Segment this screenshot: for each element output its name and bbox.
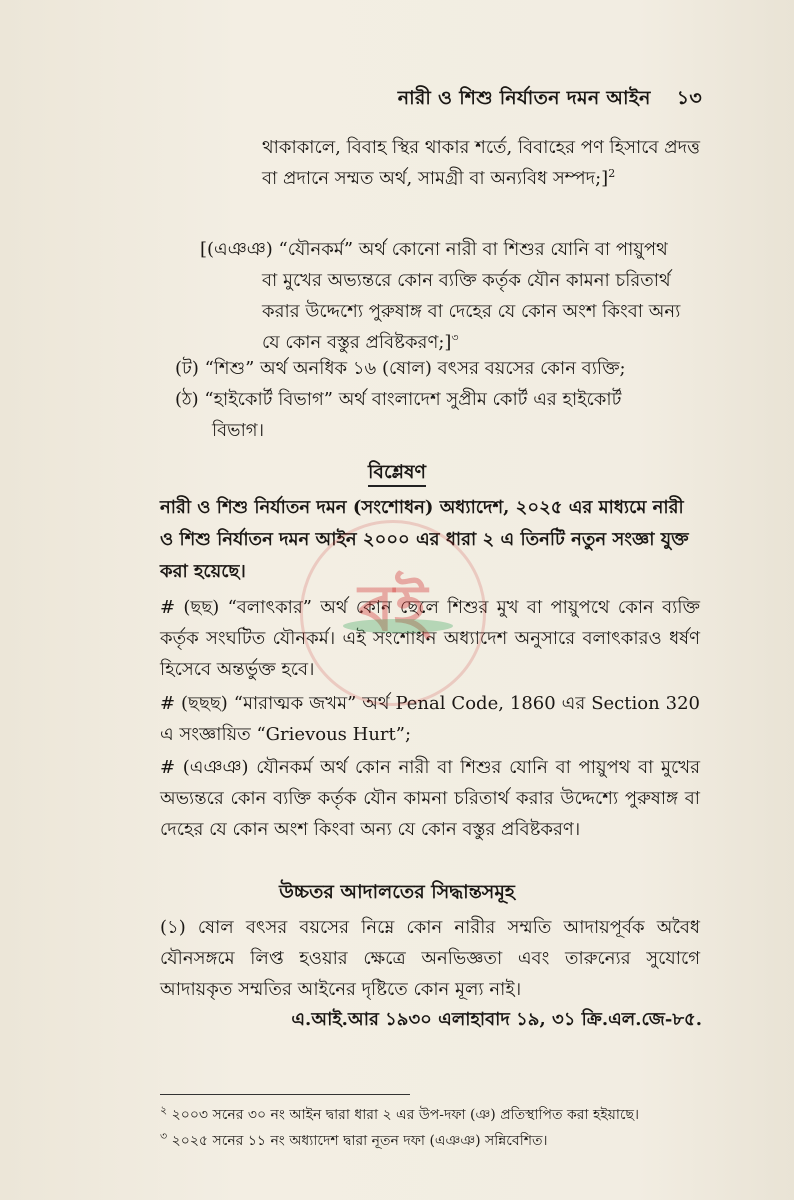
definition-head: (ঠ) “হাইকোর্ট বিভাগ” অর্থ বাংলাদেশ সুপ্রীম কোর্ট এর হাইকোর্ট <box>175 389 622 410</box>
footnote-text: ২০২৫ সনের ১১ নং অধ্যাদেশ দ্বারা নূতন দফা (এঞঞ) সন্নিবেশিত। <box>171 1133 548 1149</box>
decision-item: (১) ষোল বৎসর বয়সের নিম্নে কোন নারীর সম্মতি আদায়পূর্বক অবৈধ যৌনসঙ্গমে লিপ্ত হওয়ার ক্ষেত্রে অনভিজ্ঞতা এবং তারুন্যের সুযোগে আদায়কৃত সম্মতির আইনের দৃষ্টিতে কোন মূল্য নাই। <box>160 917 700 1000</box>
analysis-heading <box>0 458 794 490</box>
header-title: নারী ও শিশু নির্যাতন দমন আইন <box>397 87 651 109</box>
analysis-paragraph-rape: # (ছছ) “বলাৎকার” অর্থ কোন ছেলে শিশুর মুখ বা পায়ুপথে কোন ব্যক্তি কর্তৃক সংঘটিত যৌনকর্ম। এই সংশোধন অধ্যাদেশ অনুসারে বলাৎকারও ধর্ষণ হিসেবে অন্তর্ভুক্ত হবে। <box>160 597 700 680</box>
footnote-text: ২০০৩ সনের ৩০ নং আইন দ্বারা ধারা ২ এর উপ-দফা (ঞ) প্রতিস্থাপিত করা হইয়াছে। <box>171 1107 640 1123</box>
definition-body: বা মুখের অভ্যন্তরে কোন ব্যক্তি কর্তৃক যৌন কামনা চরিতার্থ করার উদ্দেশ্যে পুরুষাঙ্গ বা দেহের যে কোন অংশ কিংবা অন্য যে কোন বস্তুর প্রবিষ্টকরণ;] <box>262 270 681 353</box>
definition-continuation <box>262 132 702 194</box>
footnote-ref: ৩ <box>451 331 459 344</box>
running-header <box>398 84 702 116</box>
footnotes <box>160 1102 720 1154</box>
analysis-intro: নারী ও শিশু নির্যাতন দমন (সংশোধন) অধ্যাদেশ, ২০২৫ এর মাধ্যমে নারী ও শিশু নির্যাতন দমন আইন ২০০০ এর ধারা ২ এ তিনটি নতুন সংজ্ঞা যুক্ত করা হয়েছে। <box>160 497 689 582</box>
analysis-heading-text: বিশ্লেষণ <box>368 461 426 487</box>
definition-text: থাকাকালে, বিবাহ স্থির থাকার শর্তে, বিবাহের পণ হিসাবে প্রদত্ত বা প্রদানে সম্মত অর্থ, সামগ্রী বা অন্যবিধ সম্পদ;] <box>262 137 701 189</box>
analysis-paragraph-grievous-hurt: # (ছছছ) “মারাত্মক জখম” অর্থ Penal Code, 1860 এর Section 320 এ সংজ্ঞায়িত “Grievous Hurt”; <box>160 693 700 745</box>
case-citation: এ.আই.আর ১৯৩০ এলাহাবাদ ১৯, ৩১ ক্রি.এল.জে-৮৫. <box>291 1009 702 1030</box>
definition-head: [(এঞঞ) “যৌনকর্ম” অর্থ কোনো নারী বা শিশুর যোনি বা পায়ুপথ <box>200 239 668 260</box>
definition-child: (ট) “শিশু” অর্থ অনধিক ১৬ (ষোল) বৎসর বয়সের কোন ব্যক্তি; <box>175 358 626 379</box>
definition-high-court <box>175 384 705 446</box>
footnote-ref: 2 <box>608 167 616 180</box>
analysis-paragraph-sexual-act: # (এঞঞ) যৌনকর্ম অর্থ কোন নারী বা শিশুর যোনি বা পায়ুপথ বা মুখের অভ্যন্তরে কোন ব্যক্তি কর্তৃক যৌন কামনা চরিতার্থ করার উদ্দেশ্যে পুরুষাঙ্গ বা দেহের যে কোন অংশ কিংবা অন্য যে কোন বস্তুর প্রবিষ্টকরণ। <box>160 757 700 840</box>
footnote <box>160 1128 720 1154</box>
footnote-divider <box>160 1094 410 1095</box>
watermark-text: বই <box>358 571 428 646</box>
footnote-mark: ৩ <box>160 1129 168 1143</box>
footnote-mark: ২ <box>160 1103 168 1117</box>
definition-body: বিভাগ। <box>212 420 265 441</box>
page-number: ১৩ <box>676 87 702 109</box>
decisions-heading: উচ্চতর আদালতের সিদ্ধান্তসমূহ <box>279 881 515 903</box>
footnote <box>160 1102 720 1128</box>
definition-sexual-act <box>200 234 702 358</box>
